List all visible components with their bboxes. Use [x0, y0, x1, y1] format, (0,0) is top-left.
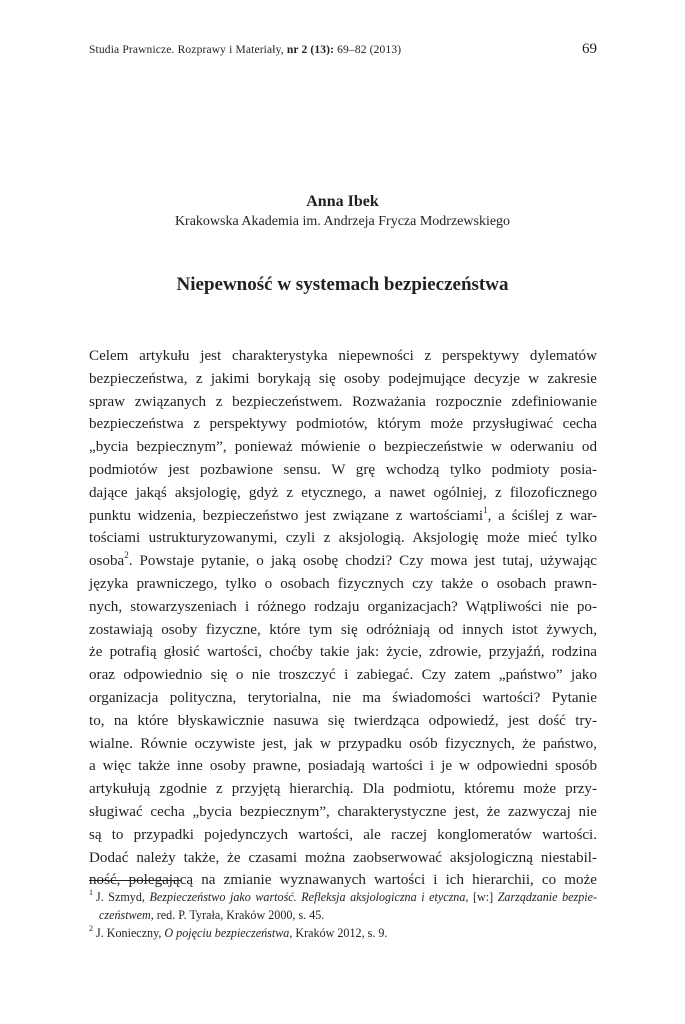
body-line-text: oraz odpowiednio się o nie troszczyć i zabiegać. Czy zatem „państwo” jako: [89, 667, 597, 684]
body-line-text: ność, polegającą na zmianie wyznawanych wartości i ich hierarchii, co może: [89, 872, 597, 889]
body-line: [89, 345, 597, 368]
footnote-2: [89, 924, 597, 942]
body-line: [89, 733, 597, 756]
body-line: [89, 710, 597, 733]
body-line-text: sługiwać cecha „bycia bezpiecznym”, charakterystyczne jest, że zazwyczaj nie: [89, 803, 597, 820]
journal-name: Studia Prawnicze. Rozprawy i Materiały,: [89, 44, 287, 56]
body-line-text: bezpieczeństwa, z jakimi borykają się osoby podejmujące decyzje w zakresie: [89, 370, 597, 387]
body-line: [89, 801, 597, 824]
body-line-text: że potrafią głosić wartości, choćby takie jak: życie, zdrowie, przyjaźń, rodzina: [89, 644, 597, 661]
footnote-work-title: Bezpieczeństwo jako wartość. Refleksja aksjologiczna i etyczna: [149, 890, 466, 904]
body-line-text: spraw związanych z bezpieczeństwem. Rozważania rozpocznie zdefiniowanie: [89, 393, 597, 410]
footnotes: [89, 888, 597, 942]
footnote-publication: , Kraków 2012, s. 9.: [289, 926, 388, 940]
body-line: [89, 847, 597, 870]
author-name: Anna Ibek: [306, 193, 379, 210]
body-line: [89, 755, 597, 778]
body-line: [89, 619, 597, 642]
body-line-text: to, na które błyskawicznie nasuwa się twierdząca odpowiedź, jest dość try-: [89, 712, 597, 729]
footnote-book-title: Zarządzanie bezpie-: [497, 890, 597, 904]
body-line: [89, 573, 597, 596]
body-line-text: są to przypadki pojedynczych wartości, ale raczej konglomeratów wartości.: [89, 826, 597, 843]
footnote-reference: 1: [483, 504, 488, 515]
body-line-text: nych, stowarzyszeniach i różnego rodzaju organizacjach? Wątpliwości nie po-: [89, 598, 597, 615]
body-line-text: podmiotów jest pozbawione sensu. W grę wchodzą tylko podmioty posia-: [89, 461, 597, 478]
body-line-text: języka prawniczego, tylko o osobach fizycznych czy także o osobach prawn-: [89, 575, 597, 592]
footnote-separator: [89, 880, 181, 881]
footnote-1-continued: [89, 906, 597, 924]
footnote-author: J. Konieczny,: [96, 926, 165, 940]
body-line: [89, 596, 597, 619]
issue-number: nr 2 (13):: [286, 44, 335, 56]
body-line-text: , a ściślej z war-: [487, 507, 597, 524]
body-line-text: organizacja polityczna, terytorialna, nie ma świadomości wartości? Pytanie: [89, 689, 597, 706]
footnote-mark: 1: [89, 887, 93, 897]
body-line: [89, 641, 597, 664]
body-line: [89, 550, 597, 573]
body-line: [89, 482, 597, 505]
body-line: [89, 527, 597, 550]
body-line: [89, 664, 597, 687]
body-line-text: . Powstaje pytanie, o jaką osobę chodzi? Czy mowa jest tutaj, używając: [128, 553, 597, 570]
body-line-text: bezpieczeństwa z perspektywy podmiotów, którym może przysługiwać cecha: [89, 416, 597, 433]
article-title: Niepewność w systemach bezpieczeństwa: [176, 274, 509, 295]
body-line-text: wialne. Równie oczywiste jest, jak w przypadku osób fizycznych, że państwo,: [89, 735, 597, 752]
body-line: [89, 687, 597, 710]
body-line-text: osoba: [89, 553, 125, 570]
body-line-text: punktu widzenia, bezpieczeństwo jest związane z wartościami: [89, 507, 484, 524]
footnote-publication: , red. P. Tyrała, Kraków 2000, s. 45.: [150, 908, 325, 922]
page-range: 69–82 (2013): [334, 44, 402, 56]
footnote-work-title: O pojęciu bezpieczeństwa: [164, 926, 290, 940]
body-line-text: tościami ustrukturyzowanymi, czyli z aksjologią. Aksjologię może mieć tylko: [89, 530, 597, 547]
body-line: [89, 368, 597, 391]
footnote-mark: 2: [89, 923, 93, 933]
body-line: [89, 459, 597, 482]
journal-citation: [89, 44, 401, 56]
body-line: [89, 413, 597, 436]
body-line: [89, 778, 597, 801]
footnote-1: [89, 888, 597, 906]
footnote-author: J. Szmyd,: [96, 890, 150, 904]
footnote-book-title-cont: czeństwem: [99, 908, 151, 922]
author-affiliation: Krakowska Akademia im. Andrzeja Frycza Modrzewskiego: [174, 214, 511, 229]
running-header: [89, 41, 597, 64]
footnote-text: , [w:]: [465, 890, 498, 904]
footnote-reference: 2: [124, 550, 129, 561]
body-line-text: „bycia bezpiecznym”, ponieważ mówienie o bezpieczeństwie w oderwaniu od: [89, 439, 597, 456]
body-line-text: Celem artykułu jest charakterystyka niepewności z perspektywy dylematów: [89, 348, 597, 364]
body-line: [89, 505, 597, 528]
body-line-text: zostawiają osoby fizyczne, które tym się odróżniają od innych istot żywych,: [89, 621, 597, 638]
page-number: 69: [582, 41, 597, 57]
body-line-text: artykułują zgodnie z przyjętą hierarchią. Dla podmiotu, któremu może przy-: [89, 781, 597, 798]
body-text: [89, 345, 597, 892]
body-line-text: dające jakąś aksjologię, gdyż z etycznego, a nawet ogólniej, z filozoficznego: [89, 484, 597, 501]
body-line: [89, 824, 597, 847]
body-line: [89, 436, 597, 459]
body-line-text: a więc także inne osoby prawne, posiadają wartości i je w odpowiedni sposób: [89, 758, 597, 775]
body-line-text: Dodać należy także, że czasami można zaobserwować aksjologiczną niestabil-: [89, 849, 597, 866]
body-line: [89, 391, 597, 414]
